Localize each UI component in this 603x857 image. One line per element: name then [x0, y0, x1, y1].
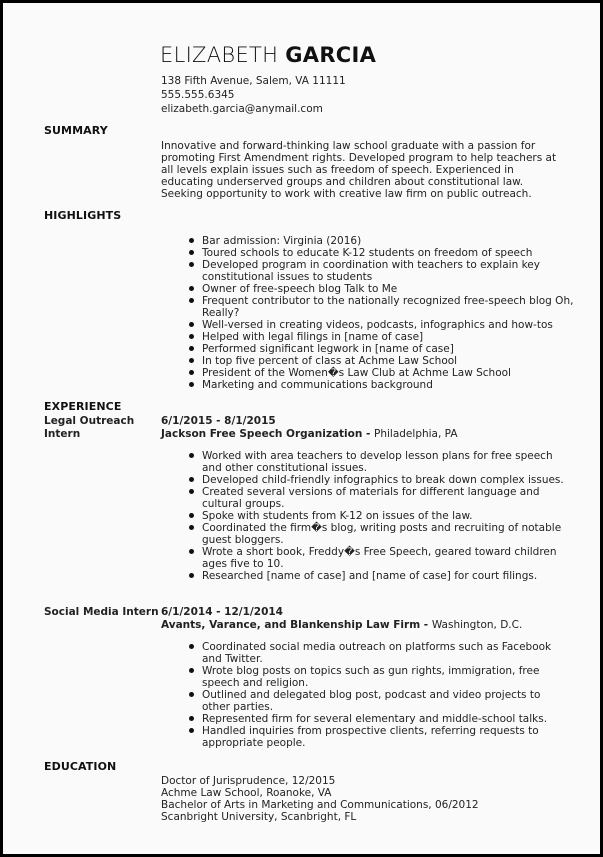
job-bullets [202, 641, 567, 749]
summary-line: promoting First Amendment rights. Developed program to help teachers at [161, 152, 557, 164]
job-dates: 6/1/2014 - 12/1/2014 [161, 606, 283, 618]
organization-location: Washington, D.C. [431, 619, 523, 631]
summary-line: all levels explain issues such as freedom of speech. Experienced in [161, 164, 514, 176]
highlights-list [202, 235, 587, 391]
list-item: In top five percent of class at Achme Law School [202, 355, 587, 367]
job-role: Social Media Intern [44, 606, 159, 618]
summary-text [161, 140, 581, 200]
degree: Doctor of Jurisprudence, 12/2015 [161, 775, 336, 787]
job-role: Legal Outreach Intern [44, 415, 135, 440]
highlights-heading: HIGHLIGHTS [44, 209, 122, 222]
job-dates: 6/1/2015 - 8/1/2015 [161, 415, 276, 427]
experience-heading: EXPERIENCE [44, 400, 122, 413]
candidate-name [160, 43, 376, 67]
list-item: Represented firm for several elementary and middle-school talks. [202, 713, 567, 725]
job-bullets [202, 450, 572, 582]
list-item: Created several versions of materials for different language and cultural groups. [202, 486, 572, 510]
organization-name: Jackson Free Speech Organization [161, 428, 363, 440]
list-item: Marketing and communications background [202, 379, 587, 391]
school: Scanbright University, Scanbright, FL [161, 811, 357, 823]
list-item: Well-versed in creating videos, podcasts, infographics and how-tos [202, 319, 587, 331]
school: Achme Law School, Roanoke, VA [161, 787, 332, 799]
list-item: Bar admission: Virginia (2016) [202, 235, 587, 247]
list-item: Spoke with students from K-12 on issues of the law. [202, 510, 572, 522]
list-item: Coordinated social media outreach on platforms such as Facebook and Twitter. [202, 641, 567, 665]
separator: - [362, 428, 375, 440]
separator: - [420, 619, 432, 631]
email: elizabeth.garcia@anymail.com [161, 103, 323, 115]
first-name: ELIZABETH [160, 43, 279, 67]
list-item: Wrote blog posts on topics such as gun rights, immigration, free speech and religion. [202, 665, 567, 689]
list-item: Worked with area teachers to develop lesson plans for free speech and other constitutional issues. [202, 450, 572, 474]
list-item: Wrote a short book, Freddy�s Free Speech, geared toward children ages five to 10. [202, 546, 572, 570]
list-item: Toured schools to educate K-12 students on freedom of speech [202, 247, 587, 259]
education-details [161, 775, 479, 823]
contact-info [161, 74, 346, 116]
list-item: Developed program in coordination with teachers to explain key constitutional issues to students [202, 259, 587, 283]
education-heading: EDUCATION [44, 760, 117, 773]
list-item: Coordinated the firm�s blog, writing posts and recruiting of notable guest bloggers. [202, 522, 572, 546]
phone: 555.555.6345 [161, 89, 235, 101]
list-item: Handled inquiries from prospective clients, referring requests to appropriate people. [202, 725, 567, 749]
list-item: President of the Women�s Law Club at Achme Law School [202, 367, 587, 379]
summary-line: Seeking opportunity to work with creative law firm on public outreach. [161, 188, 532, 200]
list-item: Researched [name of case] and [name of case] for court filings. [202, 570, 572, 582]
list-item: Frequent contributor to the nationally recognized free-speech blog Oh, Really? [202, 295, 587, 319]
address: 138 Fifth Avenue, Salem, VA 11111 [161, 75, 346, 87]
degree: Bachelor of Arts in Marketing and Communications, 06/2012 [161, 799, 479, 811]
list-item: Outlined and delegated blog post, podcast and video projects to other parties. [202, 689, 567, 713]
summary-heading: SUMMARY [44, 124, 108, 137]
organization-name: Avants, Varance, and Blankenship Law Firm [161, 619, 421, 631]
list-item: Helped with legal filings in [name of case] [202, 331, 587, 343]
summary-line: educating underserved groups and children about constitutional law. [161, 176, 524, 188]
job-organization [161, 619, 522, 632]
last-name: GARCIA [285, 43, 377, 67]
job-organization [161, 428, 458, 441]
list-item: Performed significant legwork in [name of case] [202, 343, 587, 355]
organization-location: Philadelphia, PA [374, 428, 458, 440]
list-item: Owner of free-speech blog Talk to Me [202, 283, 587, 295]
summary-line: Innovative and forward-thinking law school graduate with a passion for [161, 140, 536, 152]
list-item: Developed child-friendly infographics to break down complex issues. [202, 474, 572, 486]
